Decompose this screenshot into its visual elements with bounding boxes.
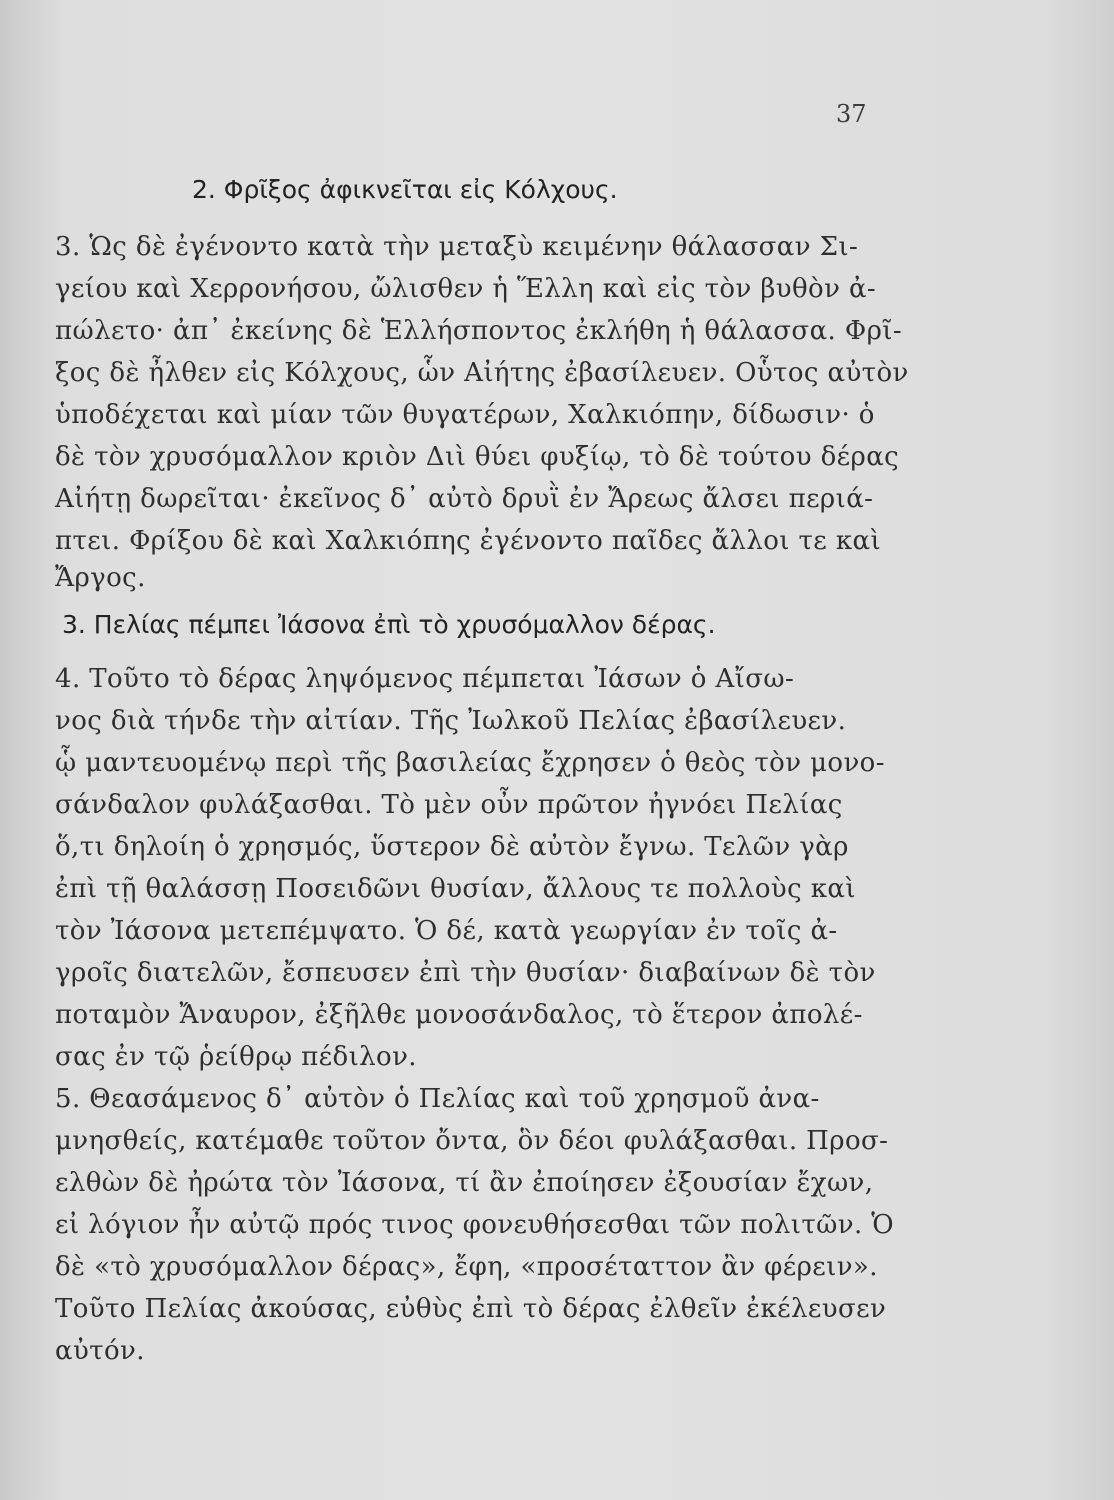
text-line: Τοῦτο Πελίας ἀκούσας, εὐθὺς ἐπὶ τὸ δέρας ἐλθεῖν ἐκέλευσεν [55,1294,887,1324]
text-line: ξος δὲ ἦλθεν εἰς Κόλχους, ὧν Αἰήτης ἐβασίλευεν. Οὗτος αὐτὸν [55,358,909,388]
text-line: αὐτόν. [55,1336,145,1366]
text-line: εἰ λόγιον ἦν αὐτῷ πρός τινος φονευθήσεσθαι τῶν πολιτῶν. Ὁ [55,1210,895,1240]
text-line: ἐπὶ τῇ θαλάσσῃ Ποσειδῶνι θυσίαν, ἄλλους τε πολλοὺς καὶ [55,874,856,904]
text-line: ᾧ μαντευομένῳ περὶ τῆς βασιλείας ἔχρησεν ὁ θεὸς τὸν μονο- [55,748,885,778]
text-line: νος διὰ τήνδε τὴν αἰτίαν. Τῆς Ἰωλκοῦ Πελίας ἐβασίλευεν. [55,706,847,736]
text-line: δὲ τὸν χρυσόμαλλον κριὸν Διὶ θύει φυξίῳ, τὸ δὲ τούτου δέρας [55,442,900,472]
text-line: 4. Τοῦτο τὸ δέρας ληψόμενος πέμπεται Ἰάσων ὁ Αἴσω- [55,664,795,694]
text-line: ποταμὸν Ἄναυρον, ἐξῆλθε μονοσάνδαλος, τὸ ἕτερον ἀπολέ- [55,1000,863,1030]
text-line: Αἰήτῃ δωρεῖται· ἐκεῖνος δ᾽ αὐτὸ δρυῒ ἐν Ἄρεως ἄλσει περιά- [55,484,874,514]
text-line: ελθὼν δὲ ἠρώτα τὸν Ἰάσονα, τί ἂν ἐποίησεν ἐξουσίαν ἔχων, [55,1168,874,1198]
text-line: ὅ,τι δηλοίη ὁ χρησμός, ὕστερον δὲ αὐτὸν ἔγνω. Τελῶν γὰρ [55,832,849,862]
text-line: Ἄργος. [55,563,146,593]
section-2-heading: 2. Φρῖξος ἀφικνεῖται εἰς Κόλχους. [192,175,618,204]
text-line: μνησθείς, κατέμαθε τοῦτον ὄντα, ὃν δέοι φυλάξασθαι. Προσ- [55,1126,889,1156]
text-line: 3. Ὡς δὲ ἐγένοντο κατὰ τὴν μεταξὺ κειμένην θάλασσαν Σι- [55,232,859,262]
text-line: γείου καὶ Χερρονήσου, ὤλισθεν ἡ Ἕλλη καὶ εἰς τὸν βυθὸν ἀ- [55,274,877,304]
text-line: δὲ «τὸ χρυσόμαλλον δέρας», ἔφη, «προσέταττον ἂν φέρειν». [55,1252,878,1282]
page-number: 37 [836,100,867,128]
text-line: 5. Θεασάμενος δ᾽ αὐτὸν ὁ Πελίας καὶ τοῦ χρησμοῦ ἀνα- [55,1084,820,1114]
text-line: τὸν Ἰάσονα μετεπέμψατο. Ὁ δέ, κατὰ γεωργίαν ἐν τοῖς ἀ- [55,916,838,946]
section-3-heading: 3. Πελίας πέμπει Ἰάσονα ἐπὶ τὸ χρυσόμαλλον δέρας. [62,610,716,639]
text-line: σας ἐν τῷ ῥείθρῳ πέδιλον. [55,1042,417,1072]
text-line: γροῖς διατελῶν, ἔσπευσεν ἐπὶ τὴν θυσίαν· διαβαίνων δὲ τὸν [55,958,876,988]
text-line: πώλετο· ἀπ᾽ ἐκείνης δὲ Ἑλλήσποντος ἐκλήθη ἡ θάλασσα. Φρῖ- [55,316,903,346]
text-line: πτει. Φρίξου δὲ καὶ Χαλκιόπης ἐγένοντο παῖδες ἄλλοι τε καὶ [55,526,882,556]
text-line: ὑποδέχεται καὶ μίαν τῶν θυγατέρων, Χαλκιόπην, δίδωσιν· ὁ [55,400,875,430]
text-line: σάνδαλον φυλάξασθαι. Τὸ μὲν οὖν πρῶτον ἠγνόει Πελίας [55,790,843,820]
